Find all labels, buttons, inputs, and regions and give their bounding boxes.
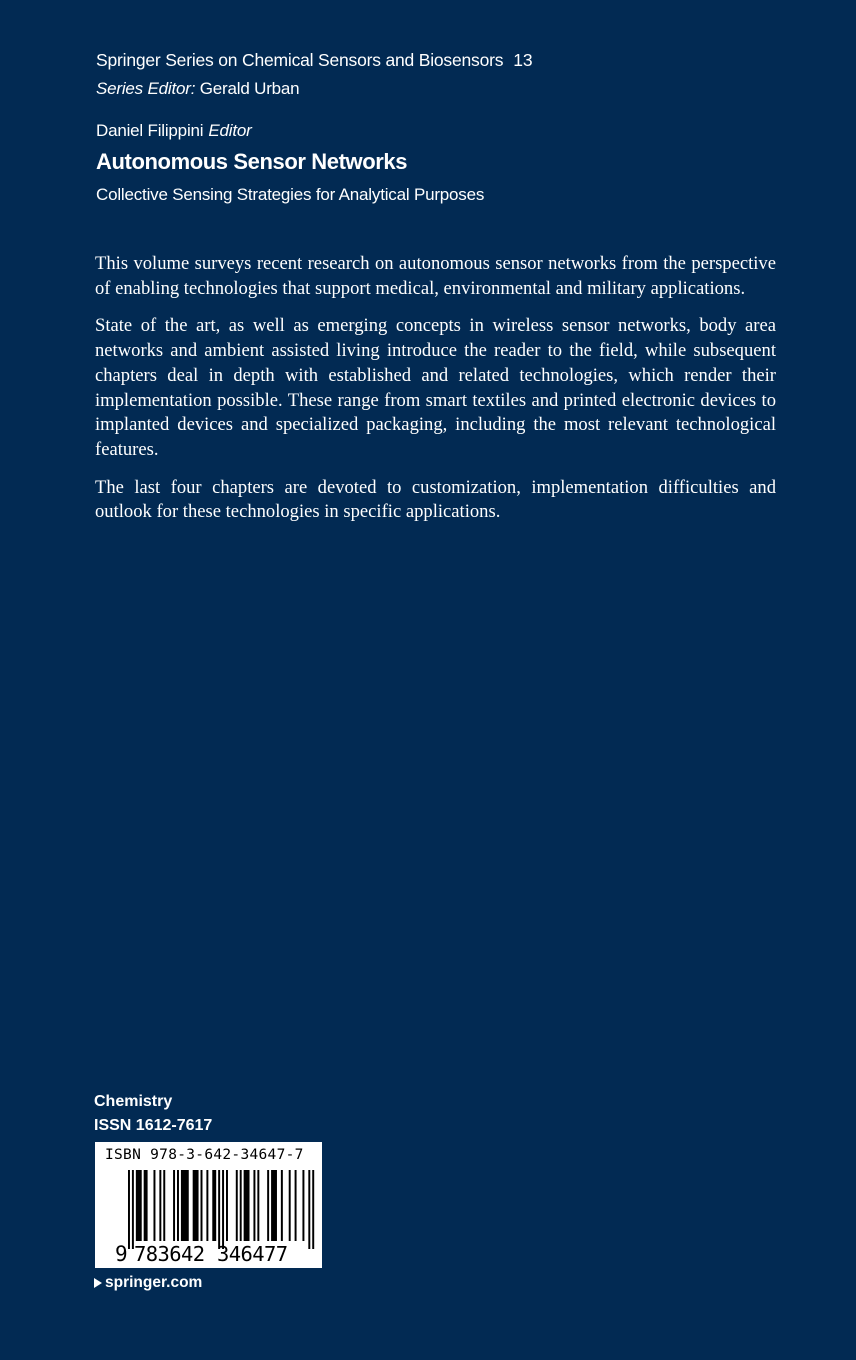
barcode-bar xyxy=(181,1170,189,1241)
barcode-bar xyxy=(295,1170,297,1241)
barcode-bar xyxy=(163,1170,165,1241)
barcode-bar xyxy=(244,1170,250,1241)
book-title: Autonomous Sensor Networks xyxy=(96,149,408,174)
barcode-bar xyxy=(281,1170,283,1241)
barcode-bar xyxy=(308,1170,310,1249)
barcode-bar xyxy=(144,1170,148,1241)
barcode-bar xyxy=(136,1170,142,1241)
blurb-paragraph: State of the art, as well as emerging concepts in wireless sensor networks, body area networks and ambient assisted living introduce the reader to the field, while subsequent chapters deal in depth with established and related technologies, which render their implementation possible. These range from smart textiles and printed electronic devices to implanted devices and specialized packaging, including the most relevant technological features. xyxy=(95,315,776,460)
series-title-line xyxy=(96,48,532,72)
website-link[interactable] xyxy=(94,1272,202,1294)
barcode-bar xyxy=(289,1170,291,1241)
barcode-bar xyxy=(193,1170,199,1241)
barcode-bar xyxy=(177,1170,179,1241)
ean-lead-digit: 9 xyxy=(115,1242,128,1266)
barcode-bar xyxy=(222,1170,224,1249)
series-editor-label: Series Editor: xyxy=(96,79,196,98)
ean-right-digits: 346477 xyxy=(217,1242,288,1266)
ean-left-digits: 783642 xyxy=(134,1242,205,1266)
barcode-bars xyxy=(95,1142,322,1268)
subject-label: Chemistry xyxy=(94,1093,173,1110)
barcode-bar xyxy=(240,1170,242,1241)
barcode-bar xyxy=(201,1170,203,1241)
barcode-bar xyxy=(128,1170,130,1249)
barcode-bar xyxy=(267,1170,269,1241)
barcode-bar xyxy=(132,1170,134,1249)
blurb xyxy=(95,252,776,538)
triangle-right-icon xyxy=(94,1278,102,1288)
series-editor-line xyxy=(96,77,299,101)
website-text[interactable]: springer.com xyxy=(105,1274,203,1291)
editor-line xyxy=(96,119,252,143)
barcode-bar xyxy=(173,1170,175,1241)
barcode-bar xyxy=(212,1170,216,1241)
barcode-bar xyxy=(257,1170,259,1241)
series-title: Springer Series on Chemical Sensors and Biosensors xyxy=(96,50,504,70)
issn: ISSN 1612-7617 xyxy=(94,1117,213,1134)
barcode-bar xyxy=(271,1170,277,1241)
barcode-bar xyxy=(153,1170,155,1241)
barcode-bar xyxy=(312,1170,314,1249)
barcode-bar xyxy=(159,1170,161,1241)
isbn-text: ISBN 978-3-642-34647-7 xyxy=(105,1147,304,1163)
blurb-paragraph: The last four chapters are devoted to customization, implementation difficulties and outlook for these technologies in specific applications. xyxy=(95,476,776,523)
editor-name: Daniel Filippini xyxy=(96,121,204,140)
barcode-bar xyxy=(218,1170,220,1249)
blurb-paragraph: This volume surveys recent research on autonomous sensor networks from the perspective of enabling technologies that support medical, environmental and military applications. xyxy=(95,253,776,299)
barcode xyxy=(95,1142,322,1268)
barcode-bar xyxy=(253,1170,255,1241)
barcode-bar xyxy=(236,1170,238,1241)
editor-role: Editor xyxy=(208,121,252,140)
series-editor-name: Gerald Urban xyxy=(199,79,300,98)
series-number: 13 xyxy=(513,50,533,70)
barcode-bar xyxy=(302,1170,304,1241)
barcode-bar xyxy=(206,1170,208,1241)
barcode-bar xyxy=(226,1170,228,1241)
book-subtitle: Collective Sensing Strategies for Analytical Purposes xyxy=(96,185,485,204)
